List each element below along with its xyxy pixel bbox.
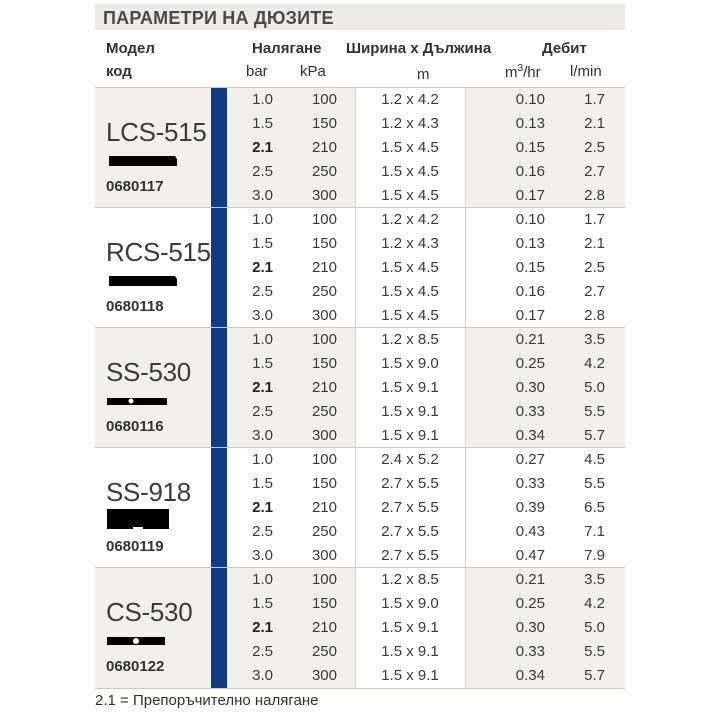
cell-kpa: 250 bbox=[311, 643, 337, 660]
cell-dim: 1.5 x 9.1 bbox=[381, 403, 439, 420]
cell-lmin: 2.8 bbox=[584, 307, 605, 324]
cell-m3: 0.10 bbox=[515, 91, 545, 108]
cell-kpa: 150 bbox=[311, 475, 337, 492]
cell-bar: 1.0 bbox=[252, 331, 273, 348]
cell-dim: 1.2 x 8.5 bbox=[381, 331, 439, 348]
cell-dim: 1.5 x 9.1 bbox=[381, 667, 439, 684]
title-bar bbox=[95, 4, 625, 30]
table-row bbox=[95, 208, 625, 232]
cell-bar: 1.5 bbox=[252, 115, 273, 132]
cell-lmin: 2.5 bbox=[584, 139, 605, 156]
cell-kpa: 150 bbox=[311, 235, 337, 252]
cell-lmin: 2.8 bbox=[584, 187, 605, 204]
cell-kpa: 300 bbox=[311, 667, 337, 684]
table-row bbox=[95, 640, 625, 664]
cell-bar: 2.1 bbox=[252, 499, 273, 516]
group-divider bbox=[95, 447, 625, 448]
cell-bar: 3.0 bbox=[252, 427, 273, 444]
group-divider bbox=[95, 207, 625, 208]
cell-lmin: 5.0 bbox=[584, 619, 605, 636]
cell-bar: 3.0 bbox=[252, 187, 273, 204]
cell-lmin: 2.1 bbox=[584, 115, 605, 132]
cell-dim: 2.7 x 5.5 bbox=[381, 475, 439, 492]
cell-dim: 1.2 x 4.2 bbox=[381, 211, 439, 228]
table-row bbox=[95, 400, 625, 424]
cell-m3: 0.33 bbox=[515, 643, 545, 660]
cell-bar: 2.5 bbox=[252, 403, 273, 420]
cell-dim: 2.4 x 5.2 bbox=[381, 451, 439, 468]
cell-m3: 0.33 bbox=[515, 475, 545, 492]
header-m3hr: $m^3/hr$ bbox=[505, 63, 541, 81]
cell-kpa: 250 bbox=[311, 403, 337, 420]
cell-bar: 2.1 bbox=[252, 619, 273, 636]
cell-kpa: 100 bbox=[311, 451, 337, 468]
cell-m3: 0.39 bbox=[515, 499, 545, 516]
cell-lmin: 2.5 bbox=[584, 259, 605, 276]
table-row bbox=[95, 544, 625, 568]
cell-kpa: 210 bbox=[311, 499, 337, 516]
model-group bbox=[95, 208, 625, 328]
cell-lmin: 1.7 bbox=[584, 91, 605, 108]
cell-m3: 0.34 bbox=[515, 667, 545, 684]
model-code: 0680117 bbox=[106, 178, 164, 195]
cell-lmin: 5.5 bbox=[584, 403, 605, 420]
cell-lmin: 5.5 bbox=[584, 475, 605, 492]
table-row bbox=[95, 328, 625, 352]
cell-kpa: 210 bbox=[311, 619, 337, 636]
cell-lmin: 5.5 bbox=[584, 643, 605, 660]
model-code: 0680122 bbox=[106, 658, 165, 675]
page-title: ПАРАМЕТРИ НА ДЮЗИТЕ bbox=[103, 8, 334, 28]
cell-m3: 0.16 bbox=[515, 163, 545, 180]
cell-m3: 0.25 bbox=[515, 355, 545, 372]
model-code: 0680118 bbox=[106, 298, 164, 315]
table-row bbox=[95, 424, 625, 448]
cell-bar: 2.1 bbox=[252, 139, 273, 156]
cell-bar: 1.0 bbox=[252, 571, 273, 588]
model-name: RCS-515 bbox=[106, 237, 211, 267]
cell-dim: 1.5 x 4.5 bbox=[381, 163, 439, 180]
cell-dim: 1.5 x 9.1 bbox=[381, 427, 439, 444]
model-name: LCS-515 bbox=[106, 117, 207, 147]
cell-bar: 3.0 bbox=[252, 667, 273, 684]
cell-kpa: 300 bbox=[311, 307, 337, 324]
cell-lmin: 4.2 bbox=[584, 595, 605, 612]
header-model: Модел bbox=[106, 40, 155, 57]
cell-lmin: 2.1 bbox=[584, 235, 605, 252]
cell-bar: 3.0 bbox=[252, 547, 273, 564]
cell-m3: 0.16 bbox=[515, 283, 545, 300]
cell-kpa: 150 bbox=[311, 595, 337, 612]
table-row bbox=[95, 472, 625, 496]
cell-bar: 1.5 bbox=[252, 595, 273, 612]
cell-kpa: 150 bbox=[311, 115, 337, 132]
cell-m3: 0.25 bbox=[515, 595, 545, 612]
cell-lmin: 7.9 bbox=[584, 547, 605, 564]
group-divider bbox=[95, 327, 625, 328]
header-bar: bar bbox=[246, 63, 268, 80]
table-row bbox=[95, 352, 625, 376]
model-code: 0680119 bbox=[106, 538, 164, 555]
cell-dim: 1.5 x 4.5 bbox=[381, 139, 439, 156]
table-row bbox=[95, 88, 625, 112]
cell-kpa: 210 bbox=[311, 139, 337, 156]
model-code: 0680116 bbox=[106, 418, 164, 435]
cell-lmin: 4.2 bbox=[584, 355, 605, 372]
cell-m3: 0.33 bbox=[515, 403, 545, 420]
cell-dim: 1.5 x 9.0 bbox=[381, 595, 439, 612]
footnote: 2.1 = Препоръчително налягане bbox=[95, 692, 319, 709]
group-divider bbox=[95, 688, 625, 689]
cell-bar: 2.5 bbox=[252, 283, 273, 300]
cell-m3: 0.17 bbox=[515, 307, 545, 324]
cell-bar: 1.0 bbox=[252, 211, 273, 228]
table-row bbox=[95, 592, 625, 616]
cell-bar: 1.5 bbox=[252, 475, 273, 492]
cell-dim: 1.5 x 4.5 bbox=[381, 259, 439, 276]
cell-kpa: 210 bbox=[311, 379, 337, 396]
cell-m3: 0.13 bbox=[515, 115, 545, 132]
cell-m3: 0.15 bbox=[515, 259, 545, 276]
cell-lmin: 2.7 bbox=[584, 283, 605, 300]
cell-bar: 1.0 bbox=[252, 451, 273, 468]
cell-dim: 1.2 x 8.5 bbox=[381, 571, 439, 588]
table-row bbox=[95, 448, 625, 472]
cell-dim: 2.7 x 5.5 bbox=[381, 523, 439, 540]
cell-lmin: 4.5 bbox=[584, 451, 605, 468]
table-row bbox=[95, 232, 625, 256]
table-row bbox=[95, 304, 625, 328]
table-row bbox=[95, 496, 625, 520]
table-row bbox=[95, 136, 625, 160]
cell-dim: 1.2 x 4.2 bbox=[381, 91, 439, 108]
cell-m3: 0.30 bbox=[515, 619, 545, 636]
cell-kpa: 100 bbox=[311, 331, 337, 348]
cell-lmin: 3.5 bbox=[584, 331, 605, 348]
cell-dim: 1.5 x 4.5 bbox=[381, 307, 439, 324]
cell-bar: 2.1 bbox=[252, 259, 273, 276]
cell-m3: 0.34 bbox=[515, 427, 545, 444]
table-row bbox=[95, 664, 625, 688]
table-row bbox=[95, 160, 625, 184]
model-group bbox=[95, 88, 625, 208]
model-group bbox=[95, 448, 625, 568]
cell-dim: 1.5 x 9.1 bbox=[381, 379, 439, 396]
cell-m3: 0.13 bbox=[515, 235, 545, 252]
cell-dim: 1.5 x 4.5 bbox=[381, 283, 439, 300]
table-row bbox=[95, 184, 625, 208]
cell-kpa: 300 bbox=[311, 547, 337, 564]
group-divider bbox=[95, 567, 625, 568]
cell-bar: 1.0 bbox=[252, 91, 273, 108]
cell-dim: 2.7 x 5.5 bbox=[381, 547, 439, 564]
cell-kpa: 300 bbox=[311, 427, 337, 444]
cell-m3: 0.47 bbox=[515, 547, 545, 564]
model-group bbox=[95, 568, 625, 688]
cell-dim: 1.2 x 4.3 bbox=[381, 235, 439, 252]
cell-dim: 1.5 x 9.0 bbox=[381, 355, 439, 372]
cell-kpa: 150 bbox=[311, 355, 337, 372]
cell-m3: 0.43 bbox=[515, 523, 545, 540]
cell-lmin: 5.7 bbox=[584, 427, 605, 444]
table-row bbox=[95, 520, 625, 544]
cell-lmin: 2.7 bbox=[584, 163, 605, 180]
cell-m3: 0.17 bbox=[515, 187, 545, 204]
model-name: SS-918 bbox=[106, 477, 191, 507]
cell-kpa: 250 bbox=[311, 163, 337, 180]
cell-dim: 2.7 x 5.5 bbox=[381, 499, 439, 516]
cell-lmin: 5.0 bbox=[584, 379, 605, 396]
cell-bar: 2.5 bbox=[252, 163, 273, 180]
header-flow: Дебит bbox=[542, 40, 587, 57]
model-name: SS-530 bbox=[106, 357, 191, 387]
table-row bbox=[95, 112, 625, 136]
cell-lmin: 7.1 bbox=[584, 523, 605, 540]
cell-dim: 1.5 x 9.1 bbox=[381, 619, 439, 636]
cell-kpa: 100 bbox=[311, 571, 337, 588]
cell-lmin: 1.7 bbox=[584, 211, 605, 228]
cell-bar: 3.0 bbox=[252, 307, 273, 324]
model-group bbox=[95, 328, 625, 448]
cell-bar: 1.5 bbox=[252, 355, 273, 372]
header-size: Ширина х Дължина bbox=[346, 40, 492, 57]
cell-dim: 1.2 x 4.3 bbox=[381, 115, 439, 132]
cell-bar: 1.5 bbox=[252, 235, 273, 252]
header-code: код bbox=[106, 63, 132, 80]
cell-lmin: 6.5 bbox=[584, 499, 605, 516]
cell-lmin: 3.5 bbox=[584, 571, 605, 588]
cell-m3: 0.10 bbox=[515, 211, 545, 228]
cell-lmin: 5.7 bbox=[584, 667, 605, 684]
cell-m3: 0.21 bbox=[515, 331, 545, 348]
cell-dim: 1.5 x 4.5 bbox=[381, 187, 439, 204]
cell-dim: 1.5 x 9.1 bbox=[381, 643, 439, 660]
cell-bar: 2.5 bbox=[252, 643, 273, 660]
table-row bbox=[95, 568, 625, 592]
group-divider bbox=[95, 87, 625, 88]
header-lmin: l/min bbox=[570, 63, 602, 80]
cell-kpa: 250 bbox=[311, 283, 337, 300]
cell-m3: 0.15 bbox=[515, 139, 545, 156]
cell-kpa: 210 bbox=[311, 259, 337, 276]
model-name: CS-530 bbox=[106, 597, 193, 627]
header-kpa: kPa bbox=[300, 63, 326, 80]
table-row bbox=[95, 280, 625, 304]
cell-kpa: 100 bbox=[311, 211, 337, 228]
cell-bar: 2.5 bbox=[252, 523, 273, 540]
cell-bar: 2.1 bbox=[252, 379, 273, 396]
cell-m3: 0.21 bbox=[515, 571, 545, 588]
header-pressure: Налягане bbox=[252, 40, 322, 57]
header-m: m bbox=[417, 66, 430, 83]
cell-m3: 0.30 bbox=[515, 379, 545, 396]
cell-m3: 0.27 bbox=[515, 451, 545, 468]
table-row bbox=[95, 616, 625, 640]
cell-kpa: 250 bbox=[311, 523, 337, 540]
table-row bbox=[95, 376, 625, 400]
table-row bbox=[95, 256, 625, 280]
cell-kpa: 100 bbox=[311, 91, 337, 108]
cell-kpa: 300 bbox=[311, 187, 337, 204]
